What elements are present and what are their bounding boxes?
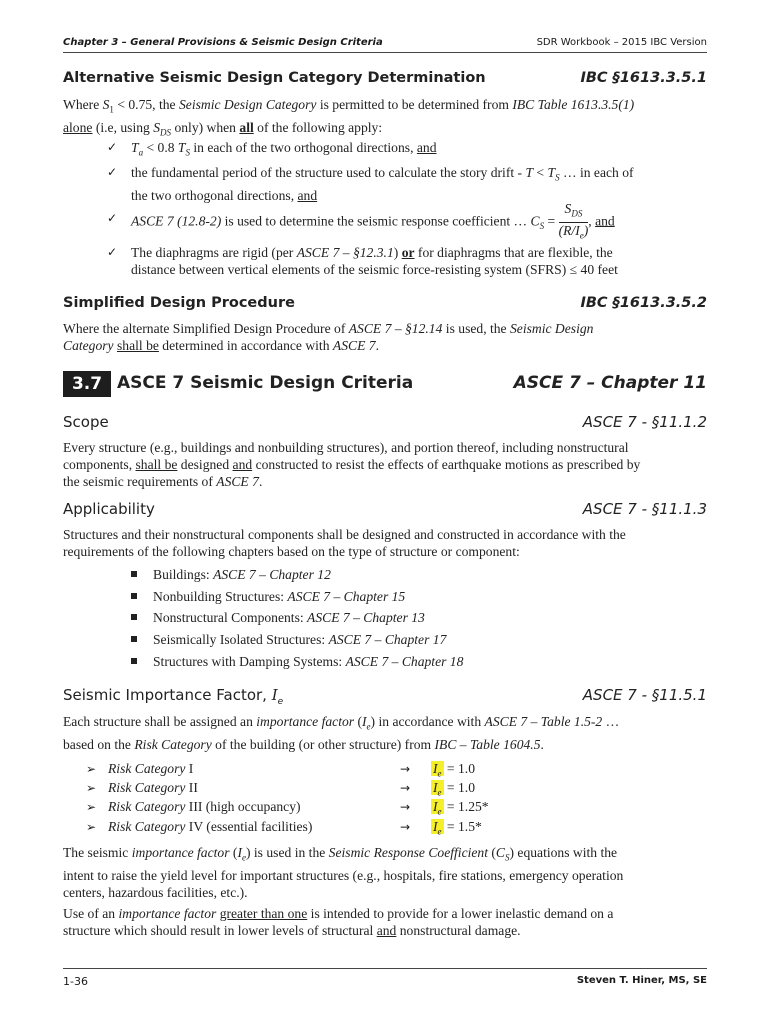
alt-sdc-title: Alternative Seismic Design Category Determination — [63, 70, 486, 86]
condition-3: ASCE 7 (12.8-2) is used to determine the seismic response coefficient … $C_S$ = $\frac{S_{DS}}{(R/I_e)}$ , and — [131, 201, 711, 244]
arrow-bullet-icon: ➢ — [86, 781, 97, 795]
applicability-title: Applicability — [63, 500, 155, 518]
list-item: Structures with Damping Systems: ASCE 7 – Chapter 18 — [153, 654, 464, 669]
importance-note: Use of an importance factor greater than one is intended to provide for a lower inelastic demand on a structure which should result in lower levels of structural and nonstructural damage. — [63, 906, 614, 938]
cs-fraction: $\frac{S_{DS}}{(R/I_e)}$ — [558, 201, 589, 241]
scope-text: Every structure (e.g., buildings and nonbuilding structures), and portion thereof, including nonstructural components, shall be designed and constructed to resist the effects of earthquake motions as prescribed by the seismic requirements of ASCE 7. — [63, 440, 641, 489]
section-number: 3.7 — [63, 371, 111, 397]
list-item: Buildings: ASCE 7 – Chapter 12 — [153, 567, 331, 582]
importance-ref: ASCE 7 - §11.5.1 — [582, 686, 707, 704]
arrow-bullet-icon: ➢ — [86, 800, 97, 814]
importance-explanation: The seismic importance factor $(I_e)$ is used in the Seismic Response Coefficient $(C_S)$ equations with the intent to raise the yield level for important structures (e.g., hospitals, fire stations, emergency operation centers, hazardous facilities, etc.). — [63, 845, 624, 900]
square-bullet-icon — [131, 658, 137, 664]
book-title: SDR Workbook – 2015 IBC Version — [536, 37, 707, 48]
right-arrow-icon: → — [400, 820, 411, 834]
square-bullet-icon — [131, 571, 137, 577]
check-icon: ✓ — [107, 211, 118, 225]
simplified-ref: IBC §1613.3.5.2 — [580, 295, 707, 311]
simplified-text: Where the alternate Simplified Design Procedure of ASCE 7 – §12.14 is used, the Seismic Design Category shall be determined in accordance with ASCE 7. — [63, 321, 594, 353]
page-number: 1-36 — [63, 975, 88, 988]
risk-category-label: Risk Category III (high occupancy) — [108, 799, 301, 814]
condition-2: the fundamental period of the structure used to calculate the story drift - $T < T_S$ … in each of the two orthogonal directions, and — [131, 165, 634, 203]
square-bullet-icon — [131, 636, 137, 642]
importance-value: $I_e = 1.0$ — [433, 780, 475, 798]
check-icon: ✓ — [107, 165, 118, 179]
arrow-bullet-icon: ➢ — [86, 762, 97, 776]
page-header — [63, 36, 707, 53]
author: Steven T. Hiner, MS, SE — [576, 975, 707, 986]
section-title: ASCE 7 Seismic Design Criteria — [117, 373, 414, 393]
applicability-text: Structures and their nonstructural components shall be designed and constructed in accordance with the requirements of the following chapters based on the type of structure or component: — [63, 527, 626, 559]
importance-value: $I_e = 1.25*$ — [433, 799, 489, 817]
alt-sdc-intro: Where $S_1 < 0.75$, the Seismic Design Category is permitted to be determined from IBC Table 1613.3.5(1) alone (i.e, using $S_{DS}$ only) when all of the following apply: — [63, 97, 635, 138]
square-bullet-icon — [131, 614, 137, 620]
check-icon: ✓ — [107, 140, 118, 154]
scope-ref: ASCE 7 - §11.1.2 — [582, 413, 707, 431]
check-icon: ✓ — [107, 245, 118, 259]
list-item: Seismically Isolated Structures: ASCE 7 – Chapter 17 — [153, 632, 447, 647]
condition-1: $T_a < 0.8$ $T_S$ in each of the two orthogonal directions, and — [131, 140, 437, 158]
risk-category-label: Risk Category IV (essential facilities) — [108, 819, 313, 834]
chapter-title: Chapter 3 – General Provisions & Seismic Design Criteria — [63, 37, 383, 48]
arrow-bullet-icon: ➢ — [86, 820, 97, 834]
importance-title: Seismic Importance Factor, $I_e$ — [63, 686, 284, 707]
importance-intro: Each structure shall be assigned an importance factor $(I_e)$ in accordance with ASCE 7 – Table 1.5-2 … based on the Risk Category of the building (or other structure) from IBC – Table 1604.5. — [63, 714, 620, 752]
risk-category-label: Risk Category II — [108, 780, 198, 795]
section-ref: ASCE 7 – Chapter 11 — [513, 373, 707, 393]
list-item: Nonstructural Components: ASCE 7 – Chapter 13 — [153, 610, 425, 625]
right-arrow-icon: → — [400, 762, 411, 776]
importance-value: $I_e = 1.5*$ — [433, 819, 482, 837]
condition-4: The diaphragms are rigid (per ASCE 7 – §12.3.1) or for diaphragms that are flexible, the distance between vertical elements of the seismic force-resisting system (SFRS) ≤ 40 feet — [131, 245, 618, 277]
importance-value: $I_e = 1.0$ — [433, 761, 475, 779]
alt-sdc-ref: IBC §1613.3.5.1 — [580, 70, 707, 86]
scope-title: Scope — [63, 413, 109, 431]
list-item: Nonbuilding Structures: ASCE 7 – Chapter 15 — [153, 589, 406, 604]
right-arrow-icon: → — [400, 800, 411, 814]
right-arrow-icon: → — [400, 781, 411, 795]
page-footer — [63, 968, 707, 989]
risk-category-label: Risk Category I — [108, 761, 194, 776]
applicability-ref: ASCE 7 - §11.1.3 — [582, 500, 707, 518]
square-bullet-icon — [131, 593, 137, 599]
simplified-title: Simplified Design Procedure — [63, 295, 295, 311]
